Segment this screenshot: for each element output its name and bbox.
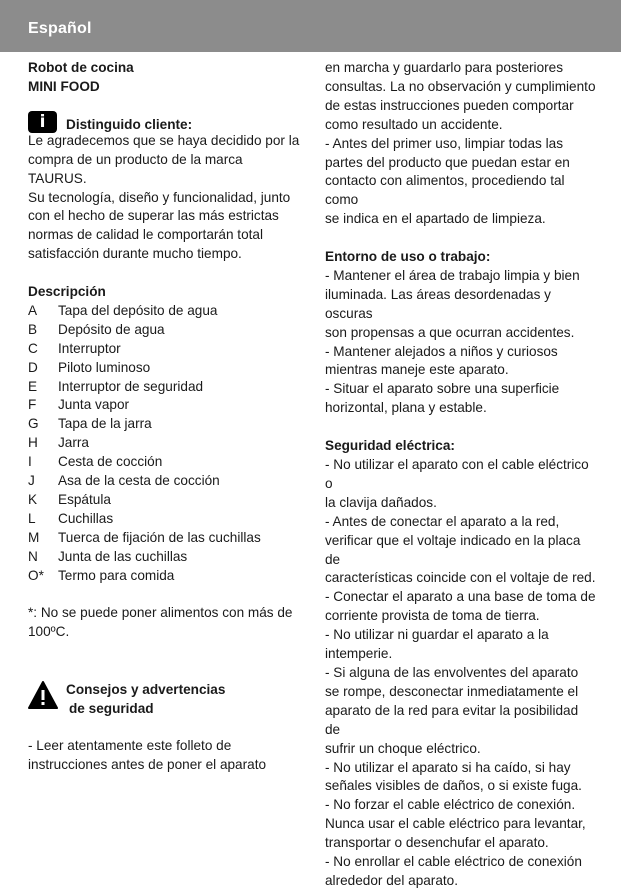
part-item bbox=[28, 340, 300, 359]
part-item bbox=[28, 529, 300, 548]
part-item bbox=[28, 472, 300, 491]
part-letter: E bbox=[28, 378, 38, 394]
part-name: Junta de las cuchillas bbox=[58, 548, 188, 564]
part-item bbox=[28, 415, 300, 434]
part-letter: G bbox=[28, 416, 39, 432]
safety-heading-line: Consejos y advertencias bbox=[66, 682, 226, 698]
safety-heading-row bbox=[28, 680, 300, 718]
greeting-line: Le agradecemos que se haya decidido por la bbox=[28, 132, 300, 148]
safety-heading bbox=[66, 681, 225, 719]
spacer bbox=[28, 586, 300, 605]
workplace-line: mientras maneje este aparato. bbox=[325, 362, 509, 378]
part-item bbox=[28, 548, 300, 567]
electrical-line: Nunca usar el cable eléctrico para levantar, bbox=[325, 816, 586, 832]
part-name: Termo para comida bbox=[58, 567, 175, 583]
electrical-line: aparato de la red para evitar la posibilidad de bbox=[325, 702, 579, 737]
spacer bbox=[325, 229, 597, 248]
part-name: Asa de la cesta de cocción bbox=[58, 473, 220, 489]
electrical-line: corriente provista de toma de tierra. bbox=[325, 608, 540, 624]
greeting-heading: Distinguido cliente: bbox=[66, 116, 193, 132]
part-letter: D bbox=[28, 359, 38, 375]
safety-line: instrucciones antes de poner el aparato bbox=[28, 756, 267, 772]
safety-line: - Antes del primer uso, limpiar todas las bbox=[325, 135, 563, 151]
electrical-line: la clavija dañados. bbox=[325, 494, 437, 510]
safety-heading-line: de seguridad bbox=[69, 700, 154, 716]
spacer bbox=[28, 642, 300, 661]
part-letter: O* bbox=[28, 567, 44, 583]
part-item bbox=[28, 510, 300, 529]
part-item bbox=[28, 567, 300, 586]
part-letter: A bbox=[28, 302, 38, 318]
spacer bbox=[325, 418, 597, 437]
parts-list bbox=[28, 302, 300, 586]
greeting-line: compra de un producto de la marca TAURUS. bbox=[28, 151, 243, 186]
product-type: Robot de cocina bbox=[28, 60, 134, 75]
part-name: Piloto luminoso bbox=[58, 359, 151, 375]
safety-line: consultas. La no observación y cumplimiento bbox=[325, 78, 596, 94]
electrical-line: verificar que el voltaje indicado en la placa de bbox=[325, 532, 581, 567]
electrical-line: - Antes de conectar el aparato a la red, bbox=[325, 513, 560, 529]
part-letter: L bbox=[28, 510, 36, 526]
description-heading: Descripción bbox=[28, 284, 106, 300]
safety-line: partes del producto que puedan estar en bbox=[325, 154, 570, 170]
part-name: Interruptor de seguridad bbox=[58, 378, 204, 394]
electrical-line: - No utilizar el aparato si ha caído, si hay bbox=[325, 759, 571, 775]
part-name: Cuchillas bbox=[58, 510, 114, 526]
spacer bbox=[28, 718, 300, 737]
note-line: *: No se puede poner alimentos con más de bbox=[28, 605, 293, 621]
greeting-text bbox=[28, 132, 300, 264]
safety-line: como resultado un accidente. bbox=[325, 116, 503, 132]
workplace-line: - Mantener el área de trabajo limpia y bien bbox=[325, 267, 580, 283]
part-item bbox=[28, 321, 300, 340]
spacer bbox=[28, 97, 300, 106]
part-item bbox=[28, 378, 300, 397]
part-letter: C bbox=[28, 340, 38, 356]
safety-line: se indica en el apartado de limpieza. bbox=[325, 211, 546, 227]
electrical-line: - Conectar el aparato a una base de toma de bbox=[325, 589, 596, 605]
electrical-line: - No enrollar el cable eléctrico de conexión bbox=[325, 854, 582, 870]
greeting-line: satisfacción durante mucho tiempo. bbox=[28, 246, 242, 262]
safety-line: de estas instrucciones pueden comportar bbox=[325, 97, 574, 113]
workplace-heading: Entorno de uso o trabajo: bbox=[325, 249, 491, 265]
electrical-line: alrededor del aparato. bbox=[325, 872, 459, 888]
part-name: Interruptor bbox=[58, 340, 121, 356]
part-item bbox=[28, 491, 300, 510]
page-header bbox=[0, 0, 621, 52]
part-item bbox=[28, 453, 300, 472]
greeting-line: con el hecho de superar las más estrictas bbox=[28, 208, 279, 224]
greeting-heading-row bbox=[28, 106, 300, 132]
info-icon: i bbox=[28, 111, 57, 133]
part-letter: J bbox=[28, 473, 35, 489]
workplace-line: - Mantener alejados a niños y curiosos bbox=[325, 343, 558, 359]
part-letter: H bbox=[28, 435, 38, 451]
part-name: Junta vapor bbox=[58, 397, 130, 413]
greeting-line: Su tecnología, diseño y funcionalidad, junto bbox=[28, 189, 291, 205]
spacer bbox=[28, 661, 300, 680]
part-name: Tuerca de fijación de las cuchillas bbox=[58, 529, 261, 545]
workplace-line: iluminada. Las áreas desordenadas y oscuras bbox=[325, 286, 551, 321]
electrical-heading: Seguridad eléctrica: bbox=[325, 438, 455, 454]
electrical-line: intemperie. bbox=[325, 646, 393, 662]
part-letter: K bbox=[28, 492, 38, 508]
safety-line: en marcha y guardarlo para posteriores bbox=[325, 60, 564, 75]
electrical-line: señales visibles de daños, o si existe fuga. bbox=[325, 778, 582, 794]
part-name: Tapa del depósito de agua bbox=[58, 302, 218, 318]
part-name: Jarra bbox=[58, 435, 89, 451]
safety-line: - Leer atentamente este folleto de bbox=[28, 737, 232, 753]
workplace-line: son propensas a que ocurran accidentes. bbox=[325, 324, 575, 340]
part-item bbox=[28, 359, 300, 378]
part-name: Depósito de agua bbox=[58, 321, 165, 337]
electrical-line: sufrir un choque eléctrico. bbox=[325, 740, 481, 756]
electrical-line: se rompe, desconectar inmediatamente el bbox=[325, 683, 579, 699]
workplace-line: horizontal, plana y estable. bbox=[325, 400, 487, 416]
spacer bbox=[28, 264, 300, 283]
warning-icon bbox=[28, 680, 58, 710]
product-model: MINI FOOD bbox=[28, 78, 100, 94]
electrical-line: características coincide con el voltaje de red. bbox=[325, 570, 596, 586]
electrical-line: - Si alguna de las envolventes del aparato bbox=[325, 664, 579, 680]
part-item bbox=[28, 434, 300, 453]
safety-line: contacto con alimentos, procediendo tal como bbox=[325, 173, 565, 208]
electrical-line: - No forzar el cable eléctrico de conexión. bbox=[325, 797, 576, 813]
electrical-line: transportar o desenchufar el aparato. bbox=[325, 835, 549, 851]
workplace-line: - Situar el aparato sobre una superficie bbox=[325, 381, 560, 397]
part-letter: F bbox=[28, 397, 37, 413]
greeting-line: normas de calidad le comportarán total bbox=[28, 227, 263, 243]
electrical-line: - No utilizar ni guardar el aparato a la bbox=[325, 627, 549, 643]
part-name: Tapa de la jarra bbox=[58, 416, 152, 432]
electrical-line: - No utilizar el aparato con el cable eléctrico o bbox=[325, 457, 589, 491]
part-item bbox=[28, 302, 300, 321]
left-column bbox=[28, 59, 300, 775]
part-item bbox=[28, 396, 300, 415]
part-letter: I bbox=[28, 454, 32, 470]
note-line: 100ºC. bbox=[28, 624, 70, 640]
part-letter: N bbox=[28, 548, 38, 564]
part-name: Cesta de cocción bbox=[58, 454, 163, 470]
part-letter: M bbox=[28, 529, 40, 545]
language-title: Español bbox=[28, 20, 92, 37]
part-name: Espátula bbox=[58, 492, 111, 508]
part-letter: B bbox=[28, 321, 38, 337]
right-column bbox=[325, 59, 597, 891]
